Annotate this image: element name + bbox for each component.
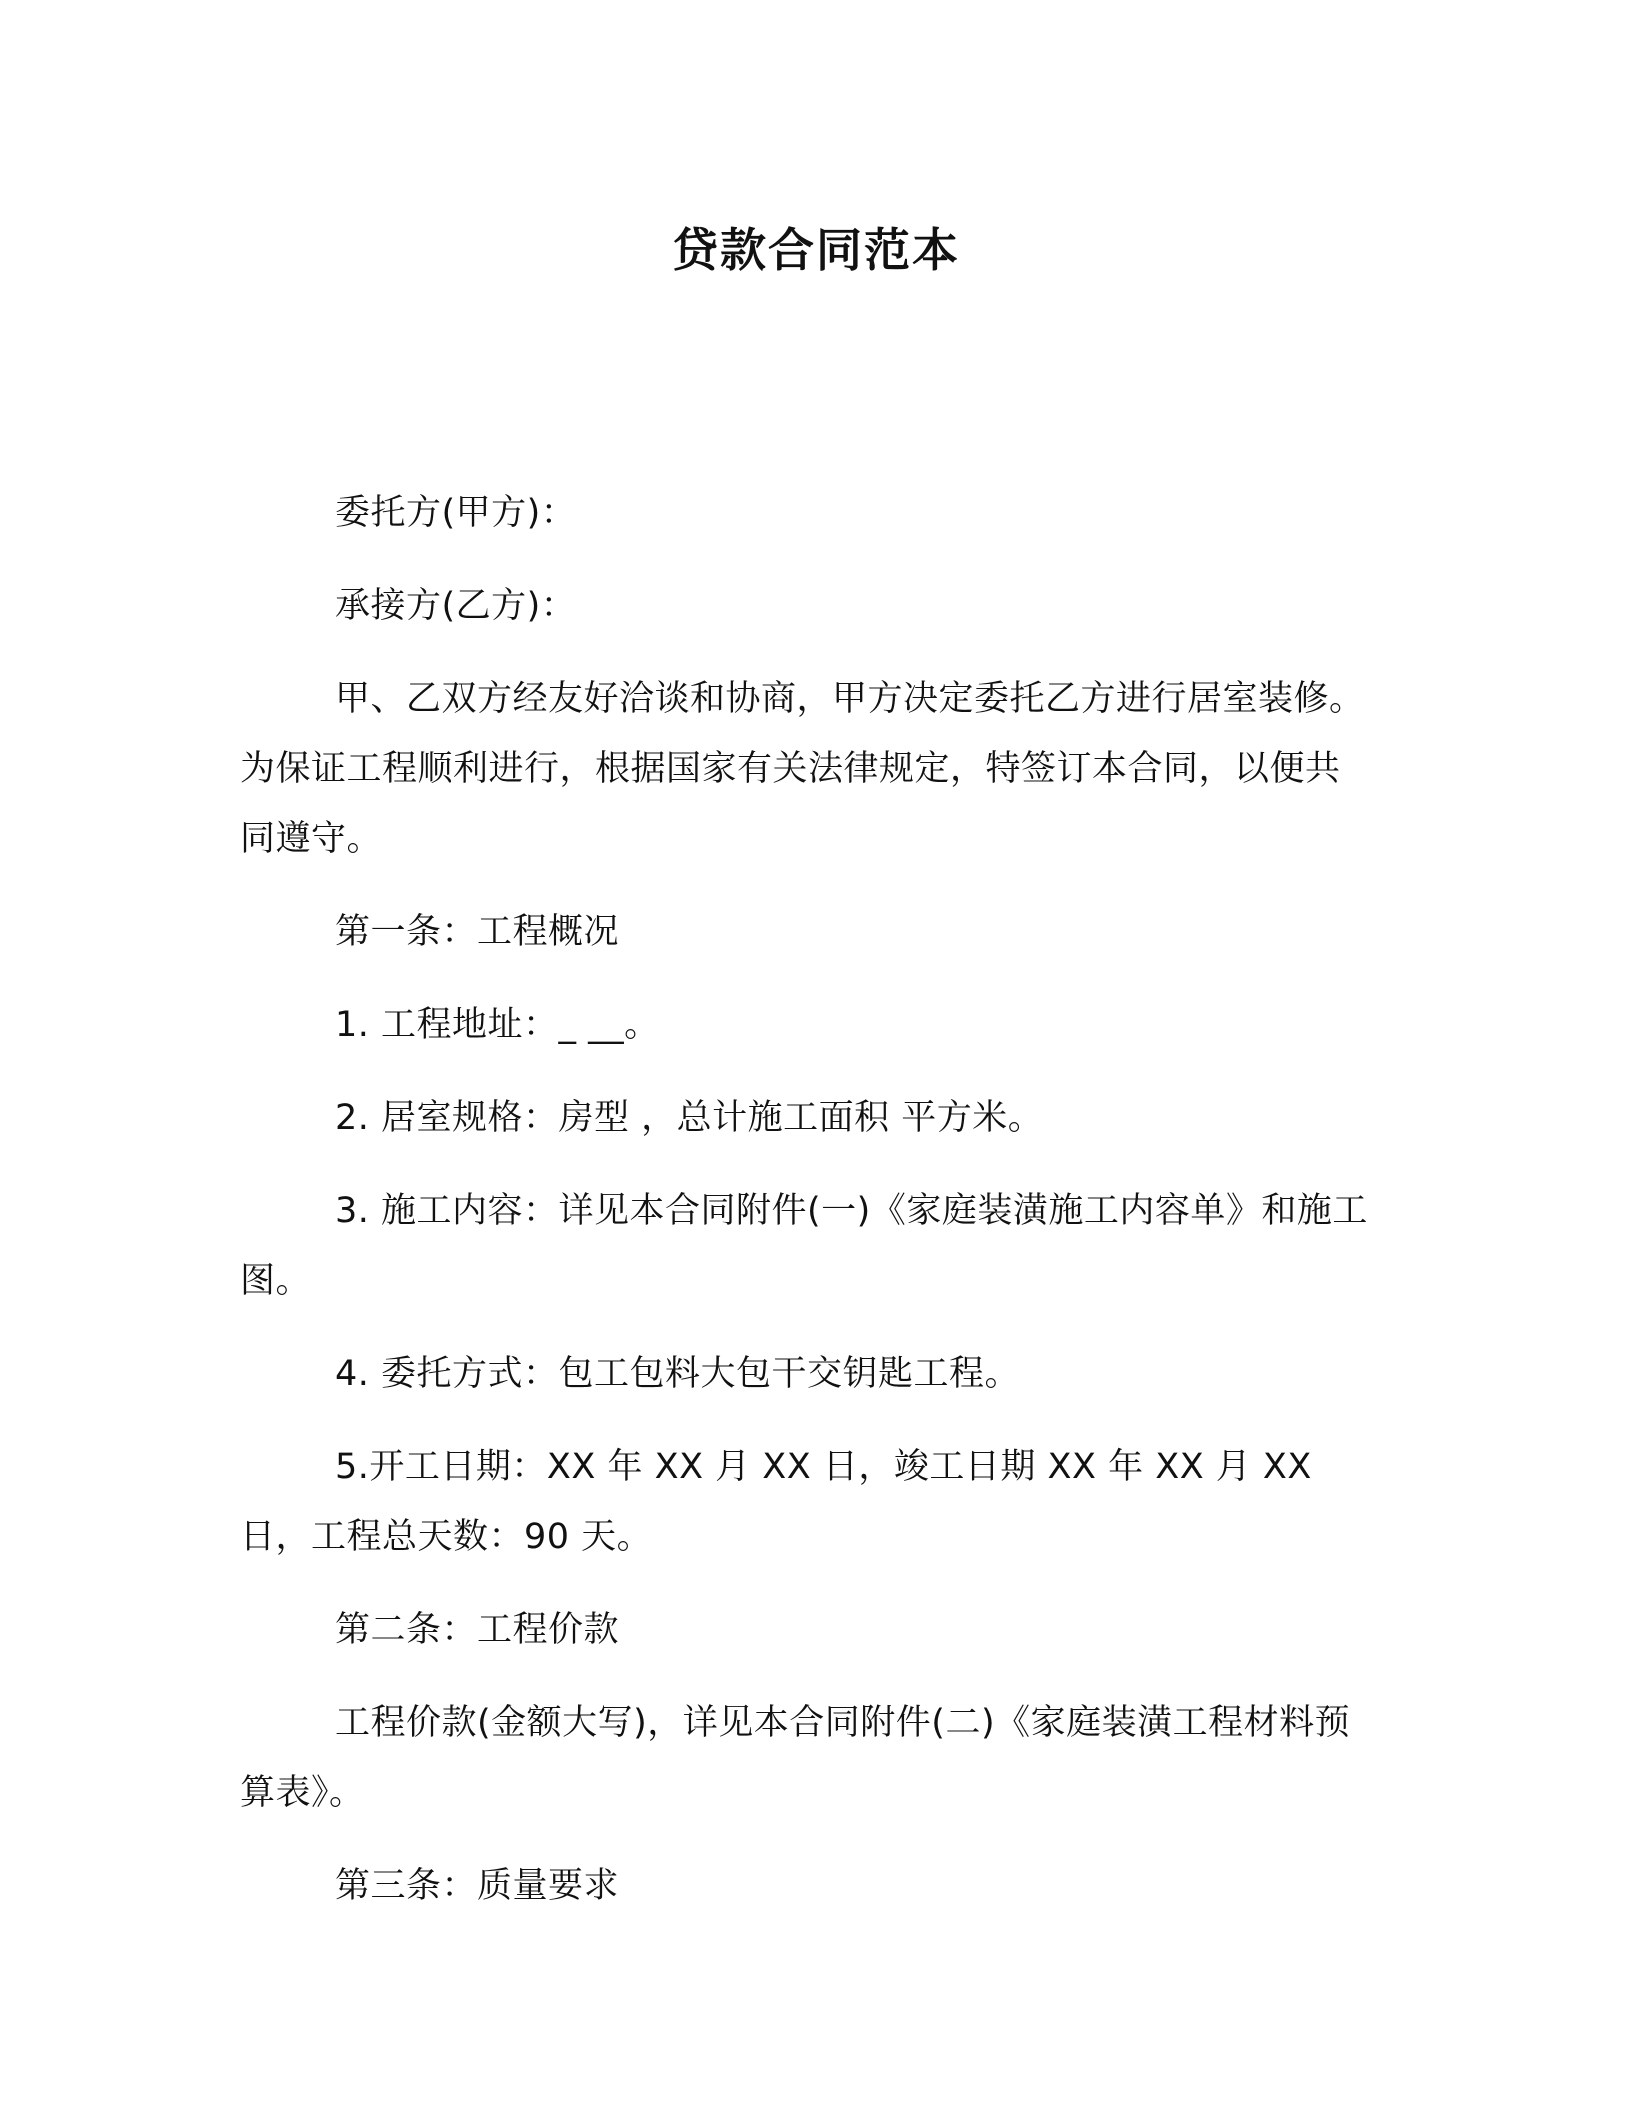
clause-1-1: 1. 工程地址：_ __。 [335,1005,660,1045]
clause-1-3: 3. 施工内容：详见本合同附件(一)《家庭装潢施工内容单》和施工图。 [240,1191,1368,1301]
article-2-paragraph: 工程价款(金额大写)，详见本合同附件(二)《家庭装潢工程材料预算表》。 [240,1703,1351,1813]
clause-1-5: 5.开工日期：XX 年 XX 月 XX 日，竣工日期 XX 年 XX 月 XX 日，工程总天数：90 天。 [240,1447,1312,1557]
article-2-heading: 第二条：工程价款 [335,1610,620,1650]
party-b-line: 承接方(乙方)： [335,586,577,626]
clause-1-2: 2. 居室规格：房型 ，总计施工面积 平方米。 [335,1098,1044,1138]
preamble-paragraph: 甲、乙双方经友好洽谈和协商，甲方决定委托乙方进行居室装修。为保证工程顺利进行，根据国家有关法律规定，特签订本合同，以便共同遵守。 [240,679,1365,859]
article-1-heading: 第一条：工程概况 [335,912,620,952]
party-a-line: 委托方(甲方)： [335,493,577,533]
clause-1-4: 4. 委托方式：包工包料大包干交钥匙工程。 [335,1354,1021,1394]
document-title: 贷款合同范本 [672,223,960,277]
document-body [240,478,1370,1944]
article-3-heading: 第三条：质量要求 [335,1866,620,1906]
